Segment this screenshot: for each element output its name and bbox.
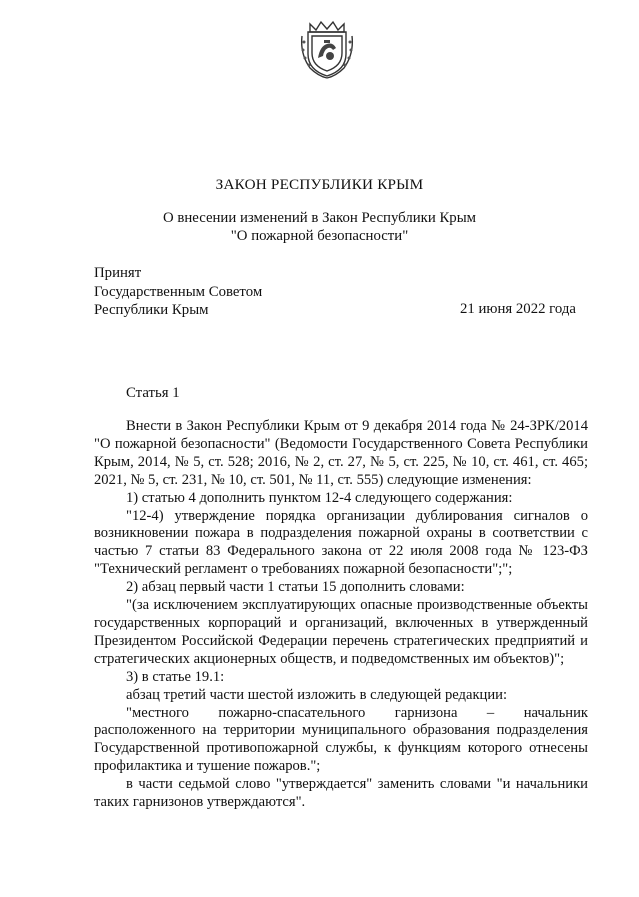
adoption-block [94, 264, 262, 320]
paragraph: "местного пожарно-спасательного гарнизона – начальник расположенного на территории муниципального образования подразделения Государственной противопожарной службы, к функциям которого отнесены профилактика и тушение пожаров."; [94, 704, 588, 775]
crimea-coat-of-arms-icon [300, 18, 354, 80]
adoption-date: 21 июня 2022 года [460, 301, 576, 317]
paragraph: в части седьмой слово "утверждается" заменить словами "и начальники таких гарнизонов утверждаются". [94, 776, 588, 811]
law-subtitle-line1: О внесении изменений в Закон Республики Крым [162, 210, 477, 226]
paragraph: 1) статью 4 дополнить пунктом 12-4 следующего содержания: [126, 489, 513, 506]
article-heading: Статья 1 [126, 385, 180, 401]
paragraph: 3) в статье 19.1: [126, 668, 225, 685]
adopted-by-republic: Республики Крым [94, 302, 209, 318]
paragraph: "(за исключением эксплуатирующих опасные производственные объекты государственных корпораций и организаций, включенных в утвержденный Президентом Российской Федерации перечень стратегических предприятий и стратегических акционерных обществ, и подведомственных им объектов)"; [94, 597, 588, 667]
paragraph: "12-4) утверждение порядка организации дублирования сигналов о возникновении пожара в подразделения пожарной охраны в соответствии с частью 7 статьи 83 Федерального закона от 22 июля 2008 года № 123-ФЗ "Технический регламент о требованиях пожарной безопасности";"; [94, 507, 588, 578]
law-subtitle-line2: "О пожарной безопасности" [230, 228, 409, 244]
law-title: ЗАКОН РЕСПУБЛИКИ КРЫМ [215, 176, 424, 193]
paragraph: Внести в Закон Республики Крым от 9 декабря 2014 года № 24-ЗРК/2014 "О пожарной безопасности" (Ведомости Государственного Совета Республики Крым, 2014, № 5, ст. 528; 2016, № 2, ст. 27, № 5, ст. 225, № 10, ст. 461, ст. 465; 2021, № 5, ст. 231, № 10, ст. 501, № 11, ст. 555) следующие изменения: [94, 418, 588, 488]
adopted-by: Государственным Советом [94, 283, 263, 300]
article-body [94, 418, 588, 812]
adopted-label: Принят [94, 265, 142, 281]
paragraph: 2) абзац первый части 1 статьи 15 дополнить словами: [126, 579, 465, 596]
paragraph: абзац третий части шестой изложить в следующей редакции: [126, 686, 508, 703]
